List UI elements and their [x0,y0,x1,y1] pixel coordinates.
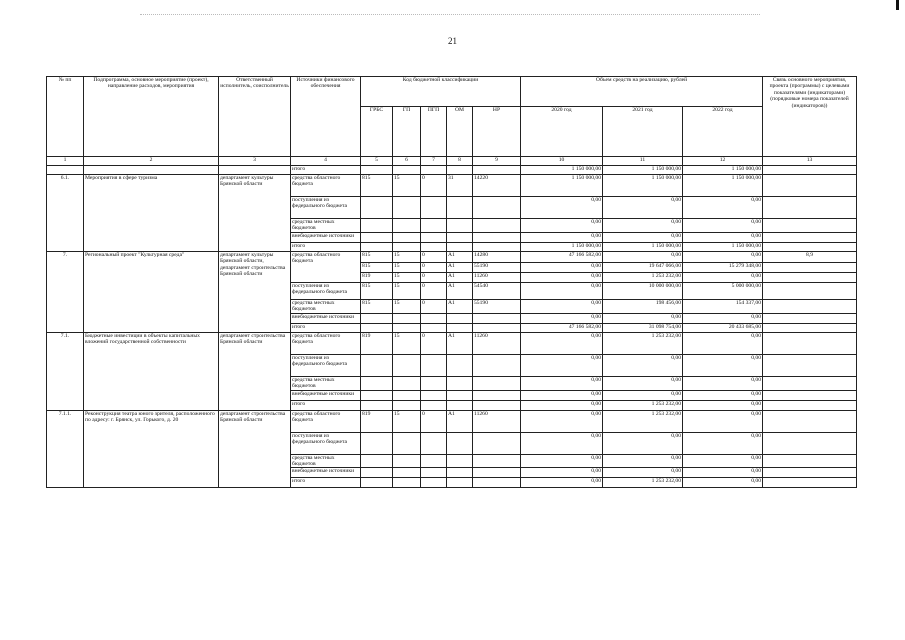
funding-source: поступления из федерального бюджета [291,282,361,299]
indicator-link [763,242,857,251]
funding-source: средства областного бюджета [291,332,361,354]
code-pgp [421,197,447,219]
amount-2021: 198 456,00 [603,299,683,313]
amount-2022: 1 150 000,00 [683,166,763,175]
code-np [473,390,521,400]
code-om: A1 [447,282,473,299]
code-om [447,323,473,332]
table-row [47,332,857,354]
code-grbs: 815 [361,282,393,299]
header-gp: ГП [393,107,421,157]
amount-2022: 0,00 [683,332,763,354]
budget-table [46,76,857,488]
amount-2020: 1 150 000,00 [521,166,603,175]
column-number: 1 [47,157,84,166]
code-grbs: 815 [361,299,393,313]
amount-2021: 1 150 000,00 [603,175,683,197]
amount-2021: 1 253 232,00 [603,400,683,410]
code-np [473,454,521,468]
code-np [473,376,521,390]
program-name: Мероприятия в сфере туризма [84,175,219,252]
indicator-link [763,166,857,175]
program-name [84,166,219,175]
amount-2021: 0,00 [603,432,683,454]
code-gp [393,478,421,488]
indicator-link [763,197,857,219]
indicator-link [763,354,857,376]
executor-name [219,166,291,175]
indicator-link [763,232,857,242]
page-number: 21 [448,36,457,46]
amount-2020: 0,00 [521,332,603,354]
code-np: 55190 [473,262,521,272]
code-grbs [361,242,393,251]
header-program: Подпрограмма, основное мероприятие (проект), направление расходов, мероприятия [84,77,219,157]
funding-source: средства местных бюджетов [291,299,361,313]
code-pgp [421,354,447,376]
executor-name: департамент строительства Брянской области [219,410,291,488]
code-om [447,400,473,410]
funding-source: итого [291,166,361,175]
table-row [47,251,857,262]
code-gp: 15 [393,410,421,432]
code-pgp [421,390,447,400]
code-om [447,242,473,251]
amount-2020: 0,00 [521,400,603,410]
code-gp [393,313,421,323]
indicator-link [763,219,857,233]
column-number: 6 [393,157,421,166]
code-om [447,478,473,488]
indicator-link [763,313,857,323]
header-np: НР [473,107,521,157]
amount-2022: 0,00 [683,313,763,323]
amount-2022: 154 337,00 [683,299,763,313]
code-np [473,354,521,376]
row-number [47,166,84,175]
indicator-link [763,332,857,354]
amount-2022: 0,00 [683,432,763,454]
column-number: 13 [763,157,857,166]
header-om: ОМ [447,107,473,157]
code-om: 31 [447,175,473,197]
code-np [473,468,521,478]
code-om: A1 [447,410,473,432]
row-number: 7.1. [47,332,84,410]
code-np: 55190 [473,299,521,313]
amount-2021: 1 253 232,00 [603,332,683,354]
code-grbs: 815 [361,175,393,197]
code-grbs [361,313,393,323]
code-om: A1 [447,251,473,262]
code-pgp: 0 [421,282,447,299]
amount-2020: 0,00 [521,197,603,219]
code-gp [393,376,421,390]
executor-name: департамент культуры Брянской области, департамент строительства Брянской области [219,251,291,332]
code-pgp [421,454,447,468]
amount-2021: 1 253 232,00 [603,478,683,488]
amount-2022: 20 433 685,00 [683,323,763,332]
amount-2020: 0,00 [521,468,603,478]
code-gp: 15 [393,282,421,299]
amount-2020: 0,00 [521,478,603,488]
code-gp [393,390,421,400]
amount-2022: 0,00 [683,251,763,262]
indicator-link [763,282,857,299]
code-pgp: 0 [421,262,447,272]
code-np [473,478,521,488]
funding-source: итого [291,242,361,251]
column-number: 5 [361,157,393,166]
code-om [447,232,473,242]
amount-2021: 0,00 [603,468,683,478]
code-gp: 15 [393,175,421,197]
code-np [473,400,521,410]
amount-2020: 0,00 [521,219,603,233]
code-np: 11260 [473,410,521,432]
column-number: 3 [219,157,291,166]
code-om [447,454,473,468]
amount-2021: 1 150 000,00 [603,242,683,251]
code-gp [393,454,421,468]
funding-source: средства местных бюджетов [291,454,361,468]
funding-source: внебюджетные источники [291,468,361,478]
indicator-link [763,432,857,454]
code-om [447,432,473,454]
funding-source: средства местных бюджетов [291,219,361,233]
indicator-link [763,410,857,432]
code-np [473,432,521,454]
funding-source: внебюджетные источники [291,313,361,323]
table-row [47,166,857,175]
executor-name: департамент культуры Брянской области [219,175,291,252]
code-grbs [361,478,393,488]
code-om [447,313,473,323]
code-pgp [421,242,447,251]
row-number: 6.1. [47,175,84,252]
code-np: 11260 [473,272,521,282]
code-grbs [361,197,393,219]
code-grbs [361,323,393,332]
header-executor: Ответственный исполнитель, соисполнитель [219,77,291,157]
code-gp [393,323,421,332]
amount-2020: 0,00 [521,282,603,299]
code-om [447,354,473,376]
row-number: 7. [47,251,84,332]
amount-2021: 0,00 [603,197,683,219]
amount-2022: 15 279 348,00 [683,262,763,272]
amount-2021: 0,00 [603,454,683,468]
code-np: 11260 [473,332,521,354]
code-grbs [361,400,393,410]
code-om: A1 [447,262,473,272]
code-grbs [361,166,393,175]
code-grbs [361,454,393,468]
indicator-link [763,390,857,400]
header-grbs: ГРБС [361,107,393,157]
funding-source: поступления из федерального бюджета [291,432,361,454]
code-grbs [361,232,393,242]
code-om [447,390,473,400]
code-np [473,166,521,175]
code-gp [393,242,421,251]
code-om: A1 [447,299,473,313]
column-numbers-row [47,157,857,166]
code-gp [393,166,421,175]
amount-2020: 1 150 000,00 [521,242,603,251]
amount-2021: 0,00 [603,354,683,376]
header-link: Связь основного мероприятия, проекта (программы) с целевыми показателями (индикаторами) (порядковые номера показателей (индикаторов)) [763,77,857,157]
funding-source: поступления из федерального бюджета [291,354,361,376]
code-grbs [361,390,393,400]
code-pgp: 0 [421,251,447,262]
amount-2022: 5 000 000,00 [683,282,763,299]
code-np [473,232,521,242]
amount-2021: 1 253 232,00 [603,272,683,282]
column-number: 8 [447,157,473,166]
code-grbs [361,432,393,454]
code-om [447,219,473,233]
header-no: № пп [47,77,84,157]
indicator-link [763,175,857,197]
funding-source: итого [291,478,361,488]
code-pgp [421,400,447,410]
header-2021: 2021 год [603,107,683,157]
code-om: A1 [447,272,473,282]
code-gp [393,219,421,233]
code-pgp: 0 [421,272,447,282]
amount-2020: 47 166 582,00 [521,323,603,332]
code-pgp: 0 [421,410,447,432]
code-grbs: 819 [361,272,393,282]
code-gp [393,197,421,219]
code-np [473,219,521,233]
code-om: A1 [447,332,473,354]
code-pgp: 0 [421,332,447,354]
code-grbs [361,354,393,376]
amount-2021: 19 647 066,00 [603,262,683,272]
amount-2021: 0,00 [603,390,683,400]
column-number: 11 [603,157,683,166]
indicator-link [763,376,857,390]
code-gp [393,468,421,478]
amount-2021: 0,00 [603,232,683,242]
amount-2020: 0,00 [521,376,603,390]
program-name: Реконструкция театра юного зрителя, расположенного по адресу: г. Брянск, ул. Горького, д. 20 [84,410,219,488]
code-gp [393,232,421,242]
amount-2022: 0,00 [683,410,763,432]
code-gp [393,432,421,454]
amount-2020: 0,00 [521,390,603,400]
amount-2022: 0,00 [683,468,763,478]
code-grbs [361,376,393,390]
funding-source: средства местных бюджетов [291,376,361,390]
column-number: 7 [421,157,447,166]
amount-2020: 0,00 [521,454,603,468]
amount-2020: 0,00 [521,313,603,323]
amount-2021: 1 150 000,00 [603,166,683,175]
amount-2022: 0,00 [683,454,763,468]
code-gp [393,400,421,410]
amount-2021: 0,00 [603,313,683,323]
funding-source: средства областного бюджета [291,410,361,432]
header-source: Источники финансового обеспечения [291,77,361,157]
amount-2022: 0,00 [683,219,763,233]
amount-2020: 0,00 [521,262,603,272]
column-number: 9 [473,157,521,166]
amount-2020: 47 166 582,00 [521,251,603,262]
amount-2021: 31 098 754,00 [603,323,683,332]
amount-2022: 0,00 [683,232,763,242]
header-amounts: Объем средств на реализацию, рублей [521,77,763,107]
code-om [447,166,473,175]
code-pgp [421,468,447,478]
code-om [447,376,473,390]
scan-noise-line [140,14,760,16]
amount-2022: 0,00 [683,400,763,410]
header-2020: 2020 год [521,107,603,157]
code-gp: 15 [393,299,421,313]
header-budget-code: Код бюджетной классификации [361,77,521,107]
header-2022: 2022 год [683,107,763,157]
column-number: 2 [84,157,219,166]
code-om [447,468,473,478]
code-pgp [421,166,447,175]
code-np: 14220 [473,175,521,197]
amount-2022: 1 150 000,00 [683,242,763,251]
table-row [47,410,857,432]
indicator-link [763,272,857,282]
code-gp: 15 [393,262,421,272]
indicator-link [763,454,857,468]
code-grbs: 819 [361,332,393,354]
code-om [447,197,473,219]
code-grbs [361,468,393,478]
code-pgp [421,232,447,242]
indicator-link [763,299,857,313]
code-pgp [421,478,447,488]
code-np [473,197,521,219]
code-grbs: 815 [361,251,393,262]
amount-2021: 1 253 232,00 [603,410,683,432]
code-gp: 15 [393,272,421,282]
column-number: 10 [521,157,603,166]
amount-2022: 0,00 [683,478,763,488]
amount-2022: 0,00 [683,354,763,376]
amount-2020: 0,00 [521,410,603,432]
amount-2022: 1 150 000,00 [683,175,763,197]
amount-2020: 0,00 [521,232,603,242]
amount-2021: 10 000 000,00 [603,282,683,299]
code-gp: 15 [393,251,421,262]
funding-source: внебюджетные источники [291,390,361,400]
scan-edge-mark [896,0,899,10]
amount-2021: 0,00 [603,219,683,233]
table-row [47,175,857,197]
amount-2020: 0,00 [521,272,603,282]
column-number: 4 [291,157,361,166]
code-np: 14280 [473,251,521,262]
code-pgp: 0 [421,175,447,197]
program-name: Региональный проект "Культурная среда" [84,251,219,332]
code-grbs: 815 [361,262,393,272]
amount-2022: 0,00 [683,376,763,390]
column-number: 12 [683,157,763,166]
row-number: 7.1.1. [47,410,84,488]
indicator-link [763,478,857,488]
funding-source: средства областного бюджета [291,175,361,197]
amount-2020: 0,00 [521,432,603,454]
funding-source: итого [291,400,361,410]
header-pgp: ПГП [421,107,447,157]
code-np: 54540 [473,282,521,299]
program-name: Бюджетные инвестиции в объекты капитальных вложений государственной собственности [84,332,219,410]
amount-2021: 0,00 [603,251,683,262]
indicator-link [763,400,857,410]
indicator-link: 8,9 [763,251,857,262]
indicator-link [763,262,857,272]
executor-name: департамент строительства Брянской области [219,332,291,410]
code-gp: 15 [393,332,421,354]
code-gp [393,354,421,376]
indicator-link [763,323,857,332]
funding-source: средства областного бюджета [291,251,361,282]
code-np [473,242,521,251]
code-pgp [421,313,447,323]
code-pgp: 0 [421,299,447,313]
indicator-link [763,468,857,478]
code-np [473,323,521,332]
funding-source: итого [291,323,361,332]
amount-2020: 0,00 [521,354,603,376]
code-np [473,313,521,323]
code-pgp [421,432,447,454]
code-pgp [421,376,447,390]
code-grbs: 819 [361,410,393,432]
amount-2021: 0,00 [603,376,683,390]
funding-source: поступления из федерального бюджета [291,197,361,219]
funding-source: внебюджетные источники [291,232,361,242]
code-grbs [361,219,393,233]
amount-2022: 0,00 [683,390,763,400]
amount-2020: 0,00 [521,299,603,313]
amount-2020: 1 150 000,00 [521,175,603,197]
code-pgp [421,219,447,233]
amount-2022: 0,00 [683,272,763,282]
amount-2022: 0,00 [683,197,763,219]
code-pgp [421,323,447,332]
